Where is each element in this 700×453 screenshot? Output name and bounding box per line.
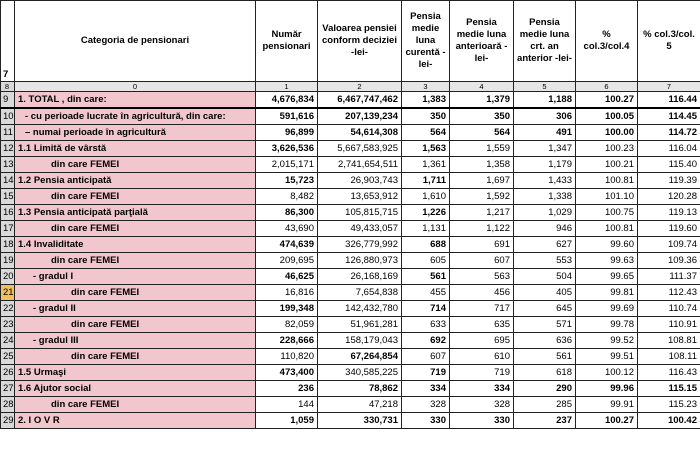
value-cell[interactable]: 99.52	[576, 333, 638, 349]
table-row	[1, 349, 700, 365]
value-cell[interactable]: 101.10	[576, 189, 638, 205]
category-cell[interactable]: 1.2 Pensia anticipată	[15, 173, 256, 189]
table-row	[1, 189, 700, 205]
column-index[interactable]: 5	[514, 82, 576, 92]
value-cell[interactable]: 1,188	[514, 92, 576, 109]
value-cell[interactable]: 116.43	[638, 365, 700, 381]
category-cell[interactable]: 1.4 Invaliditate	[15, 237, 256, 253]
value-cell[interactable]: 946	[514, 221, 576, 237]
column-index[interactable]: 2	[318, 82, 402, 92]
value-cell[interactable]: 4,676,834	[256, 92, 318, 109]
value-cell[interactable]: 1,226	[402, 205, 450, 221]
column-index-row	[1, 82, 700, 92]
value-cell[interactable]: 405	[514, 285, 576, 301]
row-number[interactable]: 17	[1, 221, 15, 237]
table-row	[1, 125, 700, 141]
value-cell[interactable]: 105,815,715	[318, 205, 402, 221]
value-cell[interactable]: 688	[402, 237, 450, 253]
value-cell[interactable]: 334	[402, 381, 450, 397]
value-cell[interactable]: 627	[514, 237, 576, 253]
category-cell[interactable]: 1. TOTAL , din care:	[15, 92, 256, 109]
value-cell[interactable]: 99.65	[576, 269, 638, 285]
value-cell[interactable]: 455	[402, 285, 450, 301]
header-avg-previous-month[interactable]: Pensia medie luna anterioară - lei-	[450, 1, 514, 82]
category-cell[interactable]: 2. I O V R	[15, 413, 256, 429]
header-pct-col3-col4[interactable]: % col.3/col.4	[576, 1, 638, 82]
value-cell[interactable]: 99.96	[576, 381, 638, 397]
value-cell[interactable]: 43,690	[256, 221, 318, 237]
value-cell[interactable]: 99.60	[576, 237, 638, 253]
row-number[interactable]: 25	[1, 349, 15, 365]
value-cell[interactable]: 635	[450, 317, 514, 333]
row-number[interactable]: 21	[1, 285, 15, 301]
value-cell[interactable]: 306	[514, 108, 576, 125]
value-cell[interactable]: 49,433,057	[318, 221, 402, 237]
row-number[interactable]: 28	[1, 397, 15, 413]
category-cell[interactable]: 1.5 Urmaşi	[15, 365, 256, 381]
value-cell[interactable]: 26,168,169	[318, 269, 402, 285]
value-cell[interactable]: 2,015,171	[256, 157, 318, 173]
value-cell[interactable]: 100.12	[576, 365, 638, 381]
column-index[interactable]: 1	[256, 82, 318, 92]
table-row	[1, 92, 700, 109]
value-cell[interactable]: 51,961,281	[318, 317, 402, 333]
category-cell[interactable]: 1.3 Pensia anticipată parţială	[15, 205, 256, 221]
category-cell[interactable]: din care FEMEI	[15, 397, 256, 413]
value-cell[interactable]: 144	[256, 397, 318, 413]
value-cell[interactable]: 334	[450, 381, 514, 397]
value-cell[interactable]: 236	[256, 381, 318, 397]
column-index[interactable]: 4	[450, 82, 514, 92]
value-cell[interactable]: 326,779,992	[318, 237, 402, 253]
column-index[interactable]: 7	[638, 82, 700, 92]
value-cell[interactable]: 99.63	[576, 253, 638, 269]
column-index[interactable]: 6	[576, 82, 638, 92]
row-number[interactable]: 9	[1, 92, 15, 109]
value-cell[interactable]: 100.00	[576, 125, 638, 141]
value-cell[interactable]: 473,400	[256, 365, 318, 381]
row-number[interactable]: 7	[1, 1, 15, 82]
category-cell[interactable]: din care FEMEI	[15, 285, 256, 301]
table-row	[1, 333, 700, 349]
category-cell[interactable]: din care FEMEI	[15, 253, 256, 269]
value-cell[interactable]: 645	[514, 301, 576, 317]
row-number[interactable]: 12	[1, 141, 15, 157]
value-cell[interactable]: 16,816	[256, 285, 318, 301]
category-cell[interactable]: 1.6 Ajutor social	[15, 381, 256, 397]
value-cell[interactable]: 290	[514, 381, 576, 397]
row-number[interactable]: 24	[1, 333, 15, 349]
table-row	[1, 301, 700, 317]
category-cell[interactable]: din care FEMEI	[15, 189, 256, 205]
value-cell[interactable]: 54,614,308	[318, 125, 402, 141]
value-cell[interactable]: 96,899	[256, 125, 318, 141]
value-cell[interactable]: 115.15	[638, 381, 700, 397]
value-cell[interactable]: 1,029	[514, 205, 576, 221]
table-row	[1, 365, 700, 381]
value-cell[interactable]: 563	[450, 269, 514, 285]
category-cell[interactable]: 1.1 Limită de vârstă	[15, 141, 256, 157]
value-cell[interactable]: 456	[450, 285, 514, 301]
row-number[interactable]: 19	[1, 253, 15, 269]
table-row	[1, 269, 700, 285]
value-cell[interactable]: 330,731	[318, 413, 402, 429]
value-cell[interactable]: 328	[450, 397, 514, 413]
value-cell[interactable]: 553	[514, 253, 576, 269]
value-cell[interactable]: 1,563	[402, 141, 450, 157]
value-cell[interactable]: 115.23	[638, 397, 700, 413]
value-cell[interactable]: 199,348	[256, 301, 318, 317]
header-avg-current-month[interactable]: Pensia medie luna curentă -lei-	[402, 1, 450, 82]
row-number[interactable]: 22	[1, 301, 15, 317]
value-cell[interactable]: 115.40	[638, 157, 700, 173]
value-cell[interactable]: 100.81	[576, 173, 638, 189]
value-cell[interactable]: 564	[450, 125, 514, 141]
value-cell[interactable]: 504	[514, 269, 576, 285]
value-cell[interactable]: 209,695	[256, 253, 318, 269]
column-index[interactable]: 0	[15, 82, 256, 92]
value-cell[interactable]: 330	[450, 413, 514, 429]
value-cell[interactable]: 237	[514, 413, 576, 429]
value-cell[interactable]: 26,903,743	[318, 173, 402, 189]
value-cell[interactable]: 691	[450, 237, 514, 253]
value-cell[interactable]: 100.21	[576, 157, 638, 173]
value-cell[interactable]: 1,217	[450, 205, 514, 221]
category-cell[interactable]: - gradul III	[15, 333, 256, 349]
value-cell[interactable]: 1,383	[402, 92, 450, 109]
value-cell[interactable]: 228,666	[256, 333, 318, 349]
value-cell[interactable]: 120.28	[638, 189, 700, 205]
value-cell[interactable]: 100.05	[576, 108, 638, 125]
category-cell[interactable]: – numai perioade în agricultură	[15, 125, 256, 141]
value-cell[interactable]: 330	[402, 413, 450, 429]
value-cell[interactable]: 1,122	[450, 221, 514, 237]
value-cell[interactable]: 607	[402, 349, 450, 365]
value-cell[interactable]: 110.91	[638, 317, 700, 333]
value-cell[interactable]: 719	[450, 365, 514, 381]
value-cell[interactable]: 112.43	[638, 285, 700, 301]
value-cell[interactable]: 561	[402, 269, 450, 285]
value-cell[interactable]: 2,741,654,511	[318, 157, 402, 173]
table-row	[1, 221, 700, 237]
value-cell[interactable]: 126,880,973	[318, 253, 402, 269]
value-cell[interactable]: 110.74	[638, 301, 700, 317]
column-index[interactable]: 3	[402, 82, 450, 92]
value-cell[interactable]: 100.81	[576, 221, 638, 237]
value-cell[interactable]: 46,625	[256, 269, 318, 285]
value-cell[interactable]: 108.11	[638, 349, 700, 365]
row-number[interactable]: 16	[1, 205, 15, 221]
value-cell[interactable]: 340,585,225	[318, 365, 402, 381]
value-cell[interactable]: 119.13	[638, 205, 700, 221]
value-cell[interactable]: 100.27	[576, 92, 638, 109]
row-number[interactable]: 11	[1, 125, 15, 141]
value-cell[interactable]: 695	[450, 333, 514, 349]
value-cell[interactable]: 100.42	[638, 413, 700, 429]
value-cell[interactable]: 158,179,043	[318, 333, 402, 349]
value-cell[interactable]: 564	[402, 125, 450, 141]
value-cell[interactable]: 67,264,854	[318, 349, 402, 365]
row-number[interactable]: 26	[1, 365, 15, 381]
value-cell[interactable]: 86,300	[256, 205, 318, 221]
row-number[interactable]: 23	[1, 317, 15, 333]
value-cell[interactable]: 116.44	[638, 92, 700, 109]
table-row	[1, 397, 700, 413]
value-cell[interactable]: 15,723	[256, 173, 318, 189]
value-cell[interactable]: 610	[450, 349, 514, 365]
value-cell[interactable]: 99.78	[576, 317, 638, 333]
header-pensioner-count[interactable]: Număr pensionari	[256, 1, 318, 82]
value-cell[interactable]: 618	[514, 365, 576, 381]
value-cell[interactable]: 474,639	[256, 237, 318, 253]
table-row	[1, 205, 700, 221]
value-cell[interactable]: 1,711	[402, 173, 450, 189]
row-number[interactable]: 13	[1, 157, 15, 173]
table-row	[1, 173, 700, 189]
value-cell[interactable]: 99.51	[576, 349, 638, 365]
table-row	[1, 285, 700, 301]
value-cell[interactable]: 109.36	[638, 253, 700, 269]
value-cell[interactable]: 719	[402, 365, 450, 381]
table-row	[1, 157, 700, 173]
value-cell[interactable]: 119.39	[638, 173, 700, 189]
category-cell[interactable]: din care FEMEI	[15, 157, 256, 173]
value-cell[interactable]: 561	[514, 349, 576, 365]
value-cell[interactable]: 5,667,583,925	[318, 141, 402, 157]
value-cell[interactable]: 571	[514, 317, 576, 333]
value-cell[interactable]: 8,482	[256, 189, 318, 205]
table-row	[1, 317, 700, 333]
value-cell[interactable]: 1,433	[514, 173, 576, 189]
row-number[interactable]: 8	[1, 82, 15, 92]
value-cell[interactable]: 82,059	[256, 317, 318, 333]
value-cell[interactable]: 491	[514, 125, 576, 141]
row-number[interactable]: 10	[1, 108, 15, 125]
value-cell[interactable]: 111.37	[638, 269, 700, 285]
value-cell[interactable]: 108.81	[638, 333, 700, 349]
value-cell[interactable]: 100.23	[576, 141, 638, 157]
value-cell[interactable]: 116.04	[638, 141, 700, 157]
category-cell[interactable]: din care FEMEI	[15, 221, 256, 237]
value-cell[interactable]: 13,653,912	[318, 189, 402, 205]
value-cell[interactable]: 114.45	[638, 108, 700, 125]
value-cell[interactable]: 114.72	[638, 125, 700, 141]
value-cell[interactable]: 100.75	[576, 205, 638, 221]
value-cell[interactable]: 1,059	[256, 413, 318, 429]
value-cell[interactable]: 1,592	[450, 189, 514, 205]
table-row	[1, 413, 700, 429]
value-cell[interactable]: 1,697	[450, 173, 514, 189]
category-cell[interactable]: din care FEMEI	[15, 317, 256, 333]
value-cell[interactable]: 1,559	[450, 141, 514, 157]
row-number[interactable]: 29	[1, 413, 15, 429]
value-cell[interactable]: 6,467,747,462	[318, 92, 402, 109]
value-cell[interactable]: 591,616	[256, 108, 318, 125]
table-row	[1, 108, 700, 125]
row-number[interactable]: 18	[1, 237, 15, 253]
value-cell[interactable]: 1,361	[402, 157, 450, 173]
value-cell[interactable]: 605	[402, 253, 450, 269]
category-cell[interactable]: - gradul II	[15, 301, 256, 317]
value-cell[interactable]: 142,432,780	[318, 301, 402, 317]
header-row	[1, 1, 700, 82]
value-cell[interactable]: 633	[402, 317, 450, 333]
value-cell[interactable]: 99.81	[576, 285, 638, 301]
value-cell[interactable]: 692	[402, 333, 450, 349]
row-number[interactable]: 27	[1, 381, 15, 397]
table-row	[1, 237, 700, 253]
row-number[interactable]: 15	[1, 189, 15, 205]
value-cell[interactable]: 7,654,838	[318, 285, 402, 301]
value-cell[interactable]: 350	[402, 108, 450, 125]
table-row	[1, 381, 700, 397]
value-cell[interactable]: 285	[514, 397, 576, 413]
category-cell[interactable]: - cu perioade lucrate în agricultură, din care:	[15, 108, 256, 125]
row-number[interactable]: 20	[1, 269, 15, 285]
value-cell[interactable]: 1,179	[514, 157, 576, 173]
value-cell[interactable]: 47,218	[318, 397, 402, 413]
value-cell[interactable]: 100.27	[576, 413, 638, 429]
row-number[interactable]: 14	[1, 173, 15, 189]
value-cell[interactable]: 328	[402, 397, 450, 413]
header-avg-previous-year[interactable]: Pensia medie luna crt. an anterior -lei-	[514, 1, 576, 82]
value-cell[interactable]: 714	[402, 301, 450, 317]
value-cell[interactable]: 3,626,536	[256, 141, 318, 157]
table-row	[1, 141, 700, 157]
value-cell[interactable]: 1,347	[514, 141, 576, 157]
value-cell[interactable]: 1,358	[450, 157, 514, 173]
value-cell[interactable]: 1,379	[450, 92, 514, 109]
value-cell[interactable]: 1,610	[402, 189, 450, 205]
value-cell[interactable]: 110,820	[256, 349, 318, 365]
value-cell[interactable]: 99.69	[576, 301, 638, 317]
value-cell[interactable]: 1,338	[514, 189, 576, 205]
category-cell[interactable]: - gradul I	[15, 269, 256, 285]
value-cell[interactable]: 607	[450, 253, 514, 269]
value-cell[interactable]: 99.91	[576, 397, 638, 413]
value-cell[interactable]: 350	[450, 108, 514, 125]
header-decision-value[interactable]: Valoarea pensiei conform deciziei -lei-	[318, 1, 402, 82]
value-cell[interactable]: 717	[450, 301, 514, 317]
category-cell[interactable]: din care FEMEI	[15, 349, 256, 365]
value-cell[interactable]: 207,139,234	[318, 108, 402, 125]
value-cell[interactable]: 1,131	[402, 221, 450, 237]
table-row	[1, 253, 700, 269]
value-cell[interactable]: 78,862	[318, 381, 402, 397]
value-cell[interactable]: 109.74	[638, 237, 700, 253]
header-pct-col3-col5[interactable]: % col.3/col. 5	[638, 1, 700, 82]
header-category[interactable]: Categoria de pensionari	[15, 1, 256, 82]
value-cell[interactable]: 636	[514, 333, 576, 349]
value-cell[interactable]: 119.60	[638, 221, 700, 237]
